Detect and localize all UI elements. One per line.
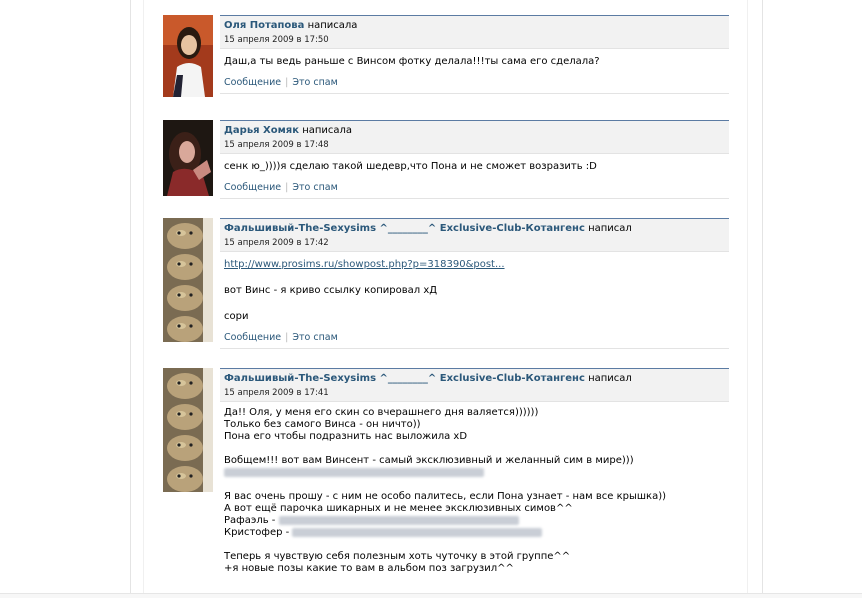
post-date: 15 апреля 2009 в 17:41	[224, 388, 329, 398]
post-text: сенк ю_))))я сделаю такой шедевр,что Пона и не сможет возразить :D	[224, 161, 597, 172]
post-date: 15 апреля 2009 в 17:42	[224, 238, 329, 248]
post-text: А вот ещё парочка шикарных и не менее эксклюзивных симов^^	[224, 503, 573, 514]
column-rule-right	[747, 0, 748, 597]
post-text: вот Винс - я криво ссылку копировал хД	[224, 285, 438, 296]
avatar-photo-icon[interactable]	[163, 120, 213, 196]
post-text: Кристофер -	[224, 527, 290, 538]
post-text: Теперь я чувствую себя полезным хоть чуточку в этой группе^^	[224, 551, 571, 562]
post-url-link[interactable]: http://www.prosims.ru/showpost.php?p=318390&post...	[224, 259, 505, 270]
cat-avatar-icon[interactable]	[163, 368, 213, 492]
post-text: Я вас очень прошу - с ним не особо палитесь, если Пона узнает - нам все крышка))	[224, 491, 667, 502]
post-date: 15 апреля 2009 в 17:50	[224, 35, 329, 45]
post-text: Да!! Оля, у меня его скин со вчерашнего дня валяется))))))	[224, 407, 539, 418]
post-author-link[interactable]: Дарья Хомяк	[224, 125, 299, 136]
post-verb: написал	[588, 223, 632, 234]
message-link[interactable]: Сообщение	[224, 77, 282, 88]
spam-link[interactable]: Это спам	[292, 182, 338, 193]
blurred-link[interactable]	[292, 528, 542, 537]
message-link[interactable]: Сообщение	[224, 182, 282, 193]
post-verb: написал	[588, 373, 632, 384]
post-date: 15 апреля 2009 в 17:48	[224, 140, 329, 150]
blurred-link[interactable]	[279, 516, 519, 525]
post-text: Вобщем!!! вот вам Винсент - самый эксклюзивный и желанный сим в мире)))	[224, 455, 634, 466]
post-author-link[interactable]: Фальшивый-The-Sexysims ^________^ Exclusive-Club-Котангенс	[224, 373, 585, 384]
post-text: Рафаэль -	[224, 515, 276, 526]
post-text: сори	[224, 311, 249, 322]
avatar[interactable]	[163, 15, 213, 97]
spam-link[interactable]: Это спам	[292, 77, 338, 88]
message-link[interactable]: Сообщение	[224, 332, 282, 343]
cat-avatar-icon[interactable]	[163, 218, 213, 342]
blurred-link[interactable]	[224, 468, 484, 477]
post-author-link[interactable]: Оля Потапова	[224, 20, 305, 31]
post-verb: написала	[302, 125, 353, 136]
post-text: Только без самого Винса - он ничто))	[224, 419, 421, 430]
avatar[interactable]	[163, 218, 213, 345]
post-author-link[interactable]: Фальшивый-The-Sexysims ^________^ Exclusive-Club-Котангенс	[224, 223, 585, 234]
avatar[interactable]	[163, 120, 213, 196]
spam-link[interactable]: Это спам	[292, 332, 338, 343]
window-bottom-edge	[0, 593, 862, 598]
avatar-photo-icon[interactable]	[163, 15, 213, 97]
post-text: Даш,а ты ведь раньше с Винсом фотку делала!!!ты сама его сделала?	[224, 56, 600, 67]
avatar[interactable]	[163, 368, 213, 495]
post-text: Пона его чтобы подразнить нас выложила xD	[224, 431, 468, 442]
column-rule-left	[143, 0, 144, 597]
post-text: +я новые позы какие то вам в альбом поз загрузил^^	[224, 563, 514, 574]
post-verb: написала	[307, 20, 358, 31]
